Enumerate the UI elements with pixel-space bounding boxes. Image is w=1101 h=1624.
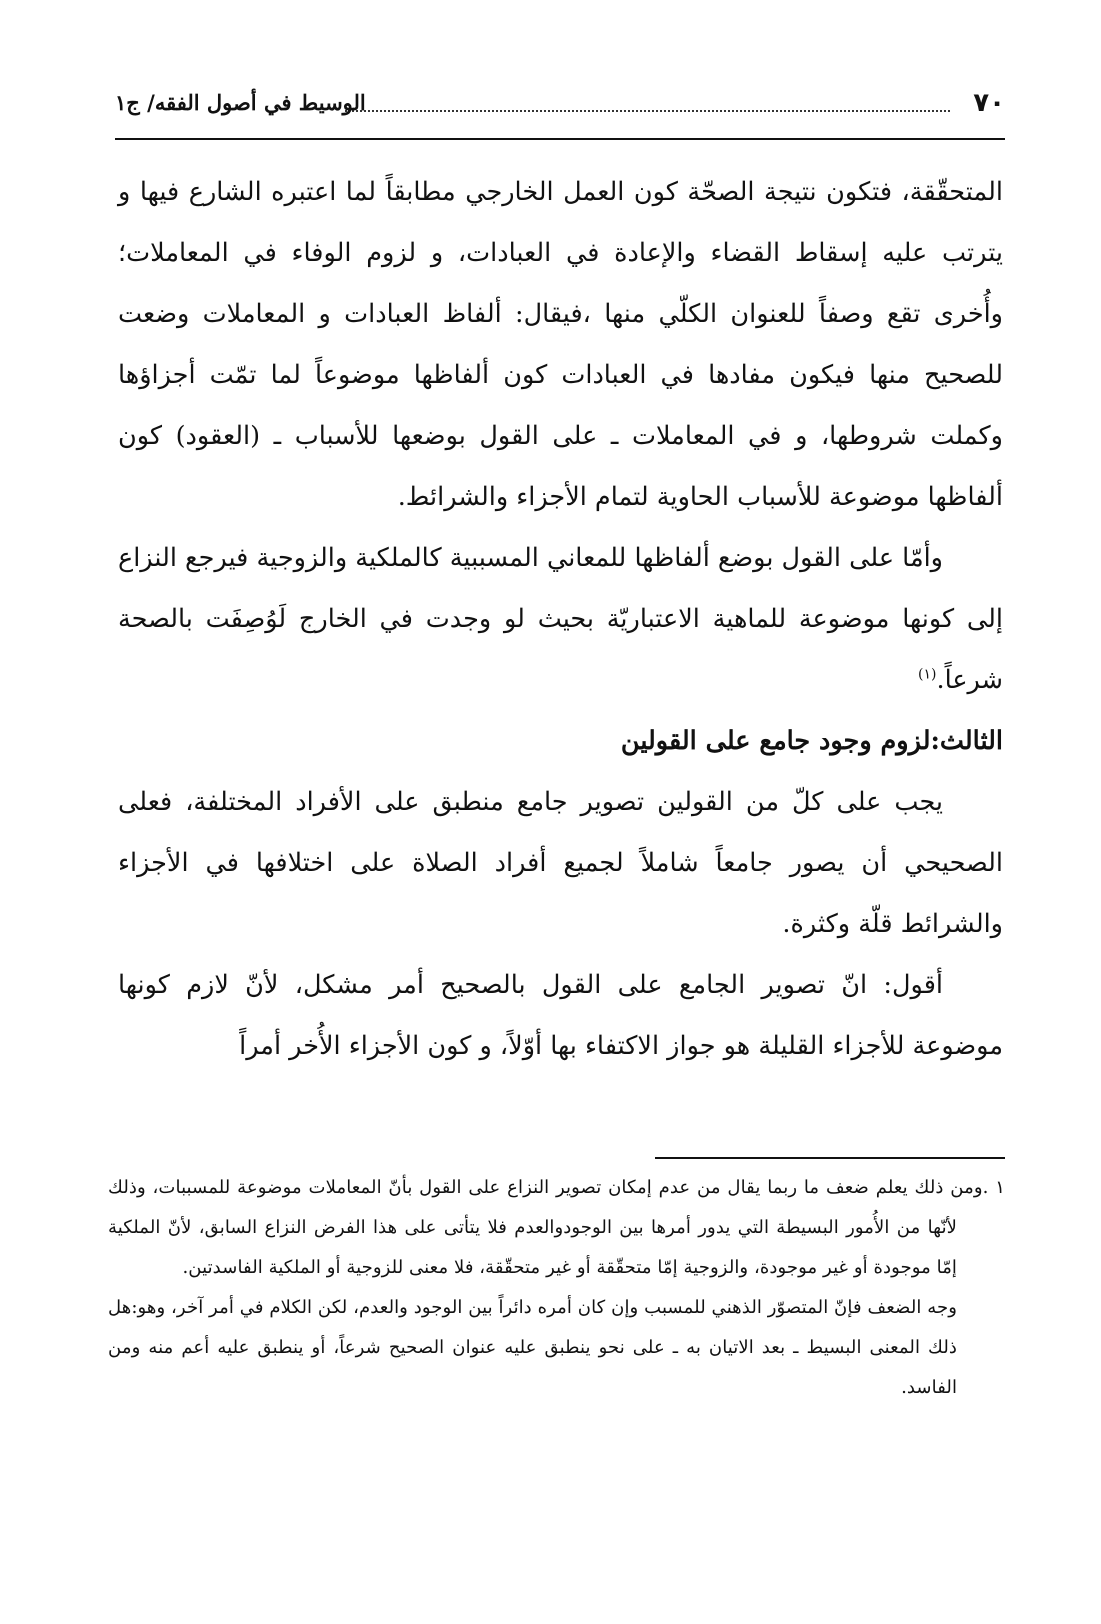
footnote-1-continuation: وجه الضعف فإنّ المتصوّر الذهني للمسبب وإن كان أمره دائراً بين الوجود والعدم، لكن الكلام في أمر آخر، وهو:هل ذلك المعنى البسيط ـ بعد الاتيان به ـ على نحو ينطبق عليه عنوان الصحيح شرعاً، أو ينطبق عليه أعم منه ومن الفاسد. bbox=[108, 1297, 957, 1398]
section-heading: الثالث:لزوم وجود جامع على القولين bbox=[620, 726, 1003, 756]
footnote-1: ١ .ومن ذلك يعلم ضعف ما ربما يقال من عدم إمكان تصوير النزاع على القول بأنّ المعاملات موضوعة للمسببات، وذلك لأنّها من الأُمور البسيطة التي يدور أمرها بين الوجودوالعدم فلا يتأتى على هذا الفرض النزاع السابق، لأنّ الملكية إمّا موجودة أو غير موجودة، والزوجية إمّا متحقّقة أو غير متحقّقة، فلا معنى للزوجية أو الملكية الفاسدتين. bbox=[108, 1177, 1005, 1278]
page-number: ٧٠ bbox=[973, 88, 1005, 118]
footnote-reference[interactable]: (١) bbox=[918, 666, 937, 683]
paragraph-2-text: وأمّا على القول بوضع ألفاظها للمعاني المسببية كالملكية والزوجية فيرجع النزاع إلى كونها موضوعة للماهية الاعتباريّة بحيث لو وجدت في الخارج لَوُصِفَت بالصحة شرعاً. bbox=[118, 543, 1003, 695]
header-dot-leader bbox=[345, 110, 950, 112]
page-header bbox=[115, 88, 1005, 128]
paragraph-4: أقول: انّ تصوير الجامع على القول بالصحيح أمر مشكل، لأنّ لازم كونها موضوعة للأجزاء القليلة هو جواز الاكتفاء بها أوّلاً، و كون الأجزاء الأُخر أمراً bbox=[118, 970, 1003, 1061]
running-title: الوسيط في أصول الفقه/ ج١ bbox=[115, 90, 366, 115]
paragraph-2 bbox=[118, 528, 1003, 711]
paragraph-3: يجب على كلّ من القولين تصوير جامع منطبق على الأفراد المختلفة، فعلى الصحيحي أن يصور جامعاً شاملاً لجميع أفراد الصلاة على اختلافها في الأجزاء والشرائط قلّة وكثرة. bbox=[118, 787, 1003, 939]
paragraph-1: المتحقّقة، فتكون نتيجة الصحّة كون العمل الخارجي مطابقاً لما اعتبره الشارع فيها و يترتب عليه إسقاط القضاء والإعادة في العبادات، و لزوم الوفاء في المعاملات؛ وأُخرى تقع وصفاً للعنوان الكلّي منها ،فيقال: ألفاظ العبادات و المعاملات وضعت للصحيح منها فيكون مفادها في العبادات كون ألفاظها موضوعاً لما تمّت أجزاؤها وكملت شروطها، و في المعاملات ـ على القول بوضعها للأسباب ـ (العقود) كون ألفاظها موضوعة للأسباب الحاوية لتمام الأجزاء والشرائط. bbox=[118, 177, 1003, 512]
footnote-separator bbox=[655, 1157, 1005, 1159]
main-text bbox=[118, 162, 1003, 1077]
footnotes bbox=[108, 1168, 1005, 1408]
header-divider bbox=[115, 138, 1005, 140]
